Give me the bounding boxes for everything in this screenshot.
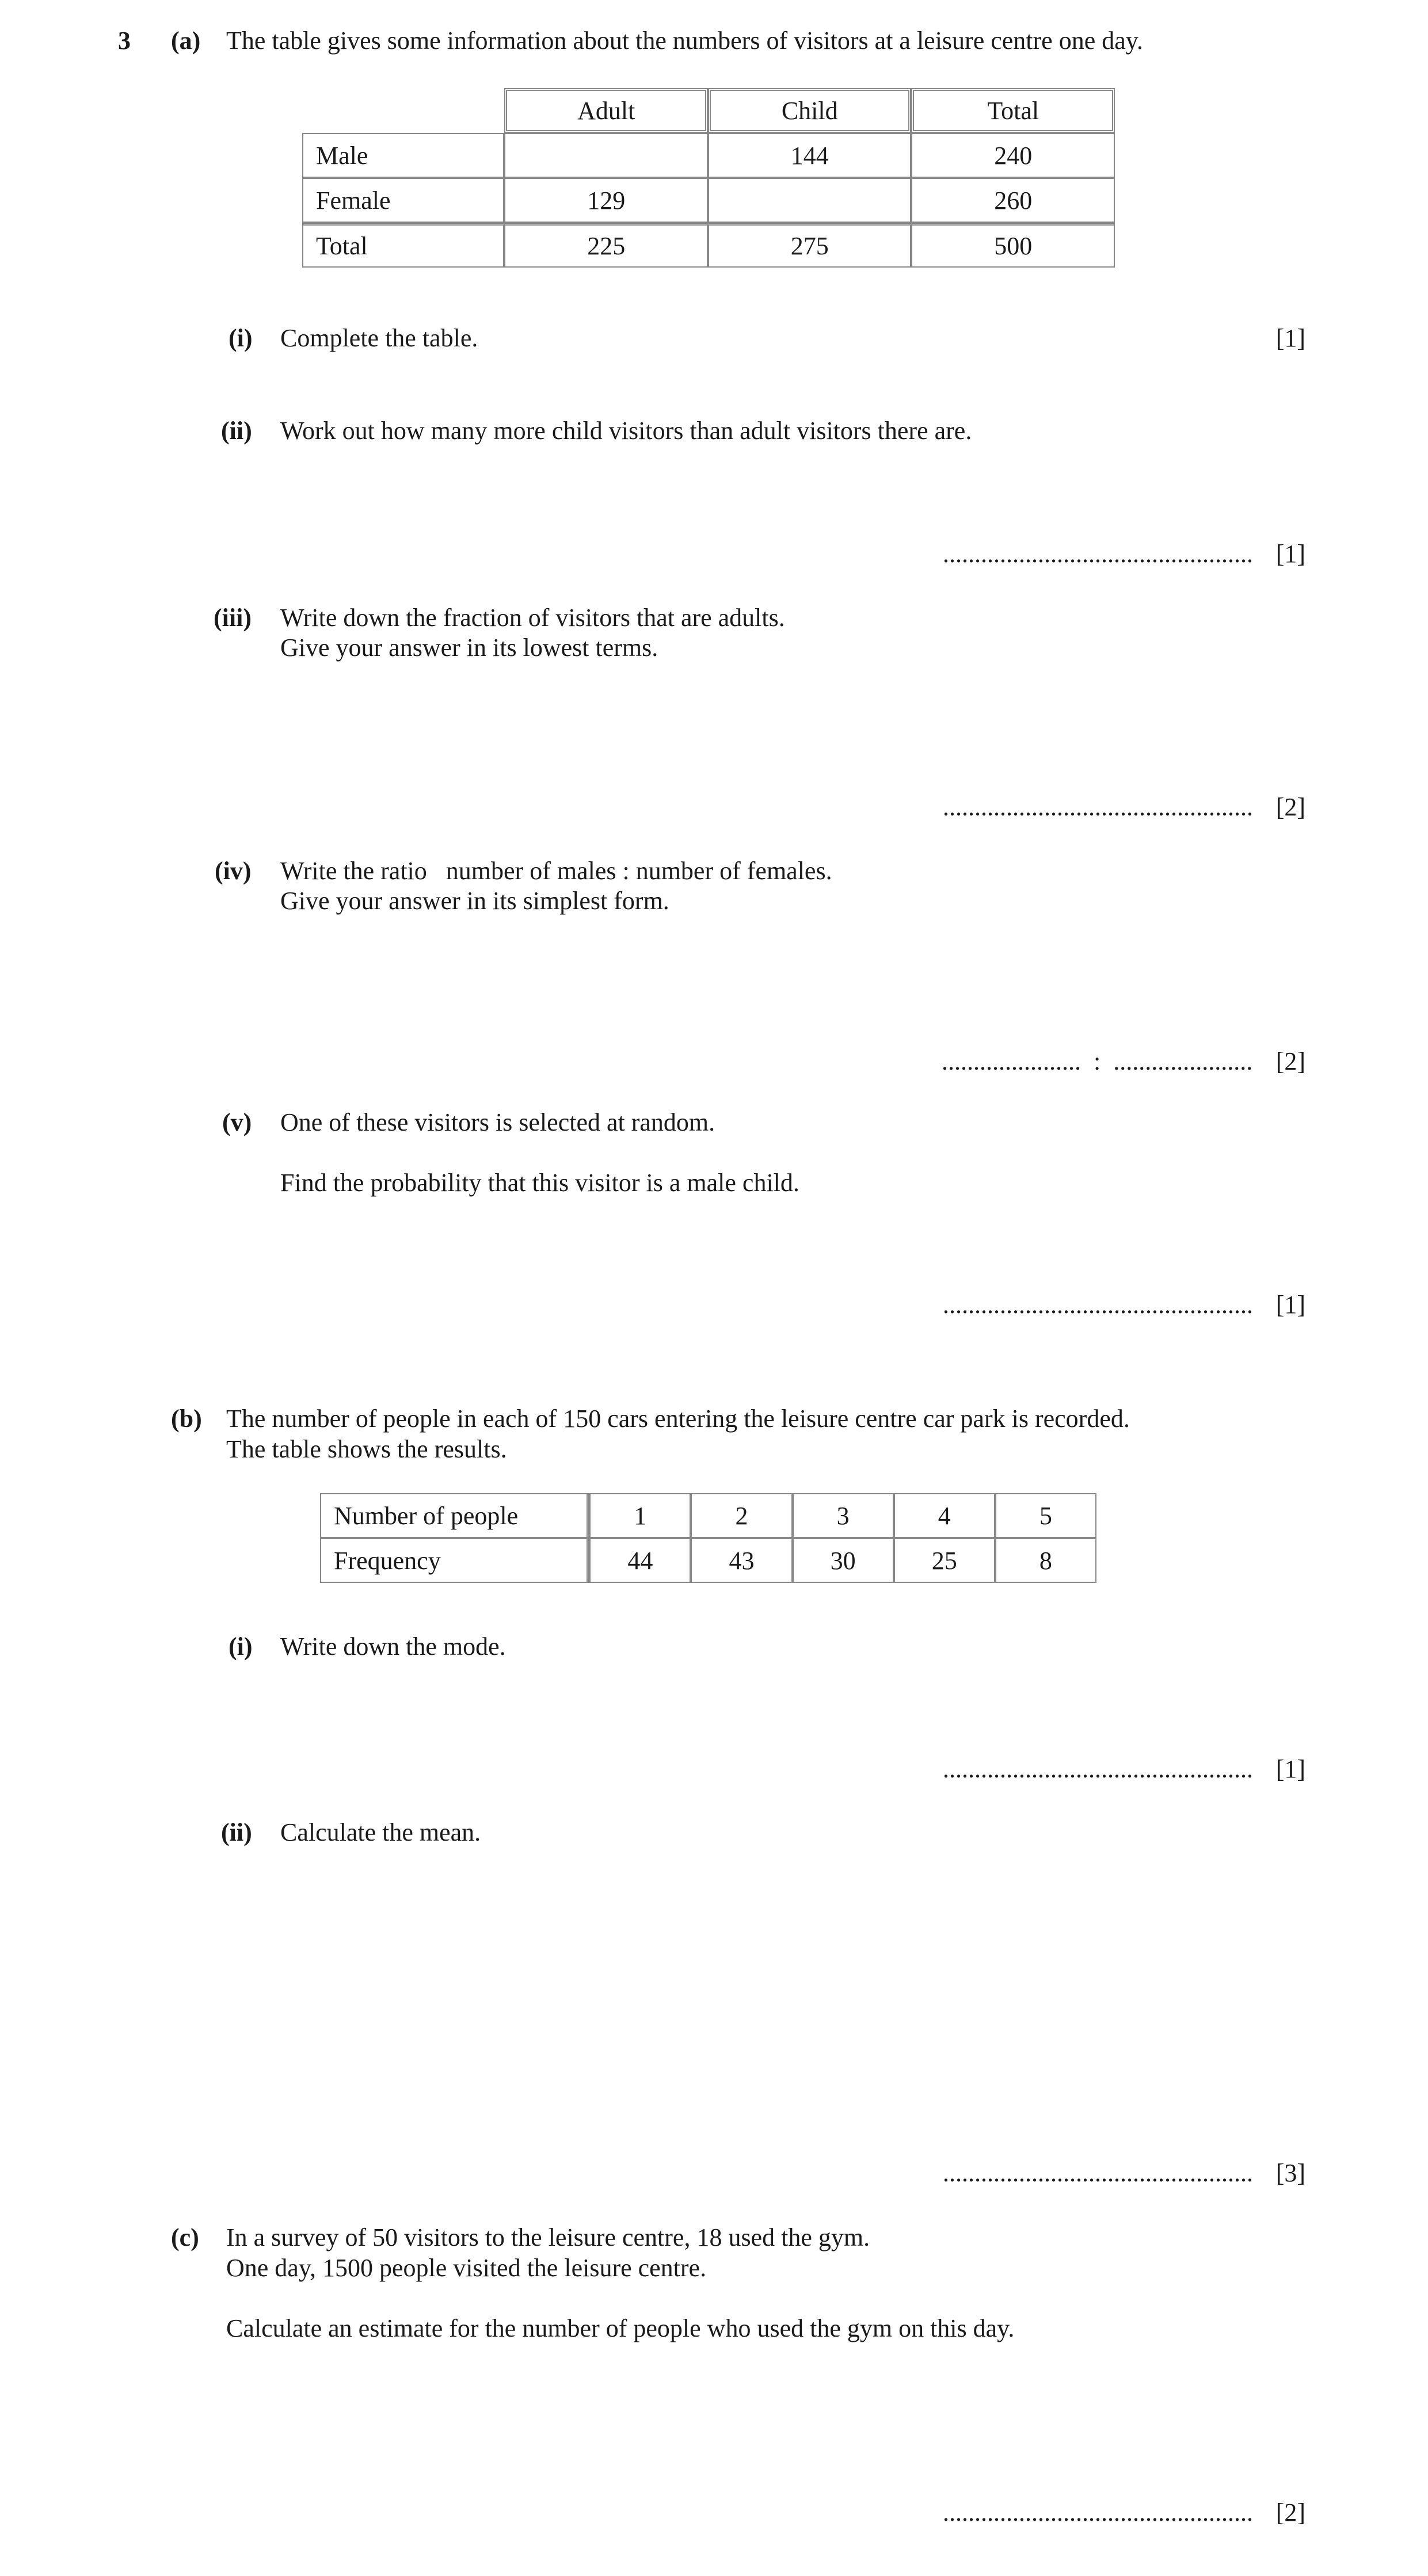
part-a-iii-text1: Write down the fraction of visitors that are adults. (280, 604, 785, 632)
part-b-ii-text: Calculate the mean. (280, 1818, 481, 1846)
table-row-label: Male (302, 133, 504, 178)
part-a-intro: The table gives some information about the numbers of visitors at a leisure centre one day. (226, 26, 1143, 55)
question-number: 3 (118, 26, 131, 55)
table-cell (504, 133, 708, 178)
table-cell: 30 (793, 1538, 894, 1583)
table-cell: 129 (504, 178, 708, 223)
part-a-i-marks: [1] (1275, 324, 1305, 352)
part-a-v-label: (v) (222, 1108, 252, 1136)
part-a-iv-marks: [2] (1275, 1047, 1305, 1075)
table-cell: 43 (691, 1538, 792, 1583)
part-b-i-label: (i) (229, 1632, 253, 1661)
table-cell: 3 (793, 1493, 894, 1538)
part-a-ii-text: Work out how many more child visitors than adult visitors there are. (280, 417, 972, 445)
table-row (320, 1493, 1096, 1538)
part-a-iii-marks: [2] (1275, 793, 1305, 821)
part-a-iv-text2: Give your answer in its simplest form. (280, 887, 669, 915)
table-cell: 260 (911, 178, 1115, 223)
table-cell (708, 178, 912, 223)
part-a-iv-text1: Write the ratio number of males : number of females. (280, 857, 832, 885)
part-c-label: (c) (171, 2223, 199, 2251)
part-b-i-text: Write down the mode. (280, 1632, 506, 1661)
table-row (302, 178, 1115, 223)
table-cell: 2 (691, 1493, 792, 1538)
table-row (320, 1538, 1096, 1583)
part-a-ii-label: (ii) (221, 417, 252, 445)
table-header-row (302, 88, 1115, 133)
part-a-i-text: Complete the table. (280, 324, 478, 352)
part-b-intro2: The table shows the results. (226, 1435, 507, 1463)
table-cell: 275 (708, 223, 912, 268)
part-c-text3: Calculate an estimate for the number of people who used the gym on this day. (226, 2314, 1015, 2342)
part-a-iv-label: (iv) (215, 857, 252, 885)
part-b-label: (b) (171, 1405, 202, 1433)
table-cell: 500 (911, 223, 1115, 268)
part-a-ii-answer-line[interactable]: ................................................. (943, 540, 1253, 568)
table-cell: 144 (708, 133, 912, 178)
part-c-text2: One day, 1500 people visited the leisure centre. (226, 2254, 707, 2282)
table-row-label: Total (302, 223, 504, 268)
part-a-iii-label: (iii) (214, 604, 252, 632)
part-b-ii-answer-line[interactable]: ................................................. (943, 2159, 1253, 2187)
table-header-cell: Adult (504, 88, 708, 133)
part-a-iii-text2: Give your answer in its lowest terms. (280, 633, 658, 662)
part-b-ii-label: (ii) (221, 1818, 252, 1846)
part-a-iv-ratio-answer-line[interactable]: ...................... : ...................... (942, 1047, 1253, 1075)
visitors-table (302, 88, 1115, 268)
table-cell: 240 (911, 133, 1115, 178)
part-b-i-answer-line[interactable]: ................................................. (943, 1755, 1253, 1783)
part-b-i-marks: [1] (1275, 1755, 1305, 1783)
table-cell: 25 (894, 1538, 995, 1583)
part-c-answer-line[interactable]: ................................................. (943, 2498, 1253, 2527)
table-cell: 225 (504, 223, 708, 268)
table-cell: 44 (589, 1538, 691, 1583)
table-corner-cell (302, 88, 504, 133)
part-a-i-label: (i) (229, 324, 253, 352)
table-row-label: Number of people (320, 1493, 589, 1538)
table-cell: 4 (894, 1493, 995, 1538)
table-row (302, 133, 1115, 178)
table-cell: 1 (589, 1493, 691, 1538)
table-header-cell: Child (708, 88, 912, 133)
table-header-cell: Total (911, 88, 1115, 133)
part-a-label: (a) (171, 26, 201, 55)
part-a-v-answer-line[interactable]: ................................................. (943, 1291, 1253, 1319)
part-a-v-text1: One of these visitors is selected at random. (280, 1108, 715, 1136)
table-row (302, 223, 1115, 268)
part-a-v-text2: Find the probability that this visitor is a male child. (280, 1169, 799, 1197)
table-cell: 8 (995, 1538, 1096, 1583)
table-row-label: Frequency (320, 1538, 589, 1583)
table-row-label: Female (302, 178, 504, 223)
part-b-ii-marks: [3] (1275, 2159, 1305, 2187)
part-a-iii-answer-line[interactable]: ................................................. (943, 793, 1253, 821)
part-c-marks: [2] (1275, 2498, 1305, 2527)
part-c-text1: In a survey of 50 visitors to the leisure centre, 18 used the gym. (226, 2223, 870, 2251)
table-cell: 5 (995, 1493, 1096, 1538)
part-a-ii-marks: [1] (1275, 540, 1305, 568)
part-b-intro1: The number of people in each of 150 cars entering the leisure centre car park is recorded. (226, 1405, 1130, 1433)
car-occupancy-table (320, 1493, 1096, 1583)
part-a-v-marks: [1] (1275, 1291, 1305, 1319)
